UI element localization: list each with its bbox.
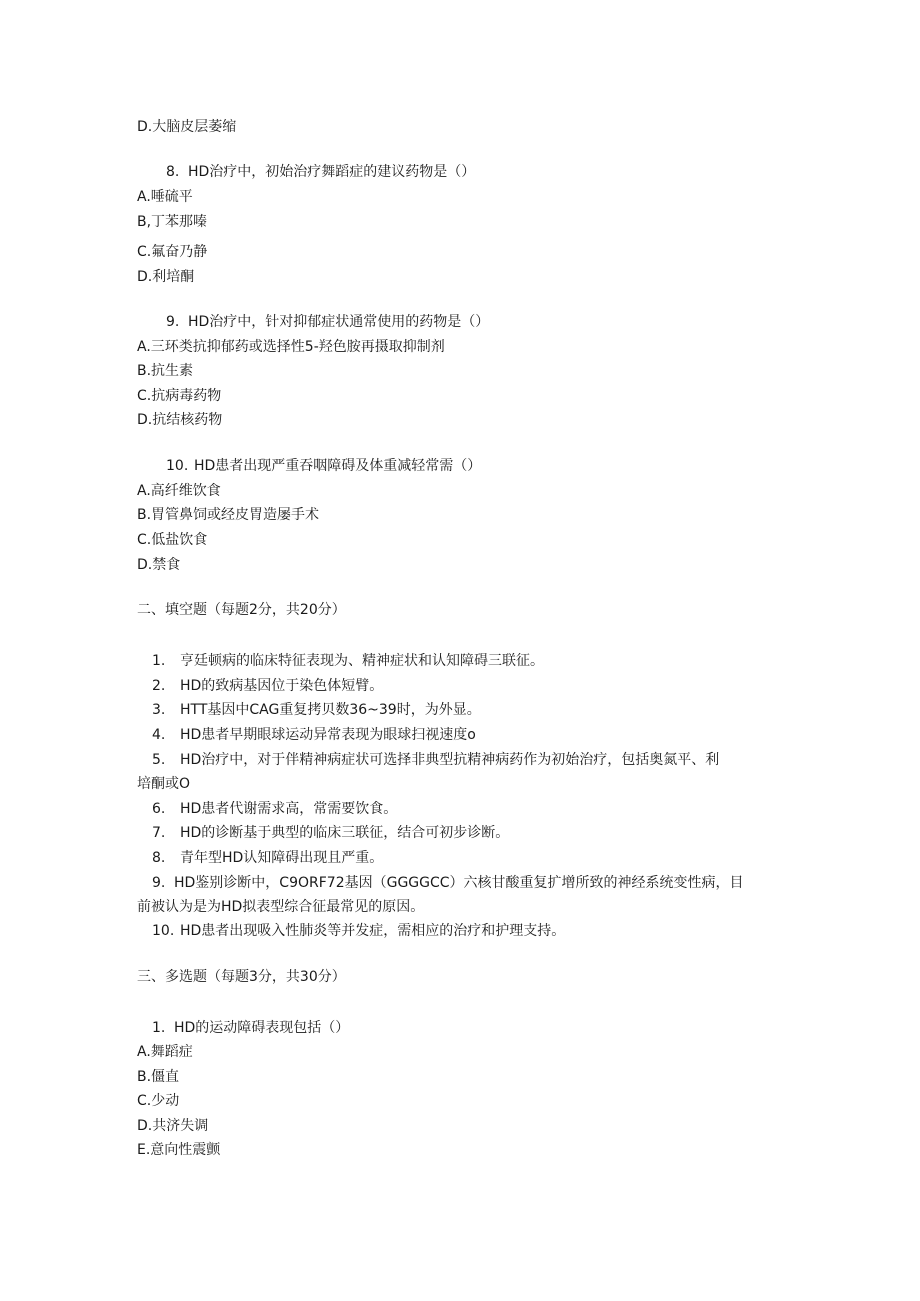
q10-option-c: C.低盐饮食 (137, 532, 208, 548)
mq1-option-a: A.舞蹈症 (137, 1044, 193, 1060)
fill-blank-item-8: 8. 青年型HD认知障碍出现且严重。 (152, 850, 384, 866)
question-number: 10. (166, 458, 189, 474)
fill-blank-item-9: 9. HD鉴别诊断中，C9ORF72基因（GGGGCC）六核甘酸重复扩增所致的神经系统变性病，目 (152, 875, 744, 891)
q9-option-a: A.三环类抗抑郁药或选择性5-羟色胺再摄取抑制剂 (137, 339, 445, 355)
mq1-option-c: C.少动 (137, 1093, 180, 1109)
fill-blank-item-5-continuation: 培酮或O (137, 776, 191, 792)
mq1-option-b: B.僵直 (137, 1069, 180, 1085)
q8-option-c: C.氟奋乃静 (137, 244, 208, 260)
q9-option-b: B.抗生素 (137, 363, 194, 379)
option-d: D.大脑皮层萎缩 (137, 119, 237, 135)
fill-blank-item-9-continuation: 前被认为是为HD拟表型综合征最常见的原因。 (137, 899, 425, 915)
q9-option-c: C.抗病毒药物 (137, 388, 222, 404)
mq1-option-d: D.共济失调 (137, 1118, 209, 1134)
question-number: 1. (152, 1020, 166, 1036)
q10-option-a: A.高纤维饮食 (137, 483, 221, 499)
q8-option-a: A.唾硫平 (137, 189, 193, 205)
section-title-multi-choice: 三、多选题（每题3分，共30分） (137, 969, 346, 985)
fill-blank-item-6: 6. HD患者代谢需求高，常需要饮食。 (152, 801, 398, 817)
fill-blank-item-10: 10. HD患者出现吸入性肺炎等并发症，需相应的治疗和护理支持。 (152, 923, 566, 939)
question-text: HD治疗中，初始治疗舞蹈症的建议药物是（） (188, 164, 476, 180)
q8-option-b: B,丁苯那嗪 (137, 214, 208, 230)
question-10 (166, 457, 481, 475)
question-9 (166, 313, 489, 331)
fill-blank-item-3: 3. HTT基因中CAG重复拷贝数36~39时，为外显。 (152, 702, 481, 718)
question-number: 8. (166, 164, 180, 180)
section-title-fill-blank: 二、填空题（每题2分，共20分） (137, 602, 346, 618)
fill-blank-item-5: 5. HD治疗中，对于伴精神病症状可选择非典型抗精神病药作为初始治疗，包括奥氮平、利 (152, 752, 720, 768)
q8-option-d: D.利培酮 (137, 269, 195, 285)
question-text: HD患者出现严重吞咽障碍及体重减轻常需（） (194, 458, 482, 474)
mq1-option-e: E.意向性震颤 (137, 1142, 221, 1158)
fill-blank-item-7: 7. HD的诊断基于典型的临床三联征，结合可初步诊断。 (152, 825, 510, 841)
question-8 (166, 163, 475, 181)
question-text: HD的运动障碍表现包括（） (174, 1020, 350, 1036)
question-number: 9. (166, 314, 180, 330)
fill-blank-item-4: 4. HD患者早期眼球运动异常表现为眼球扫视速度o (152, 727, 476, 743)
question-text: HD治疗中，针对抑郁症状通常使用的药物是（） (188, 314, 490, 330)
q10-option-d: D.禁食 (137, 557, 181, 573)
fill-blank-item-2: 2. HD的致病基因位于染色体短臂。 (152, 678, 384, 694)
q10-option-b: B.胃管鼻饲或经皮胃造屡手术 (137, 507, 320, 523)
fill-blank-item-1: 1. 亨廷顿病的临床特征表现为、精神症状和认知障碍三联征。 (152, 653, 544, 669)
multi-question-1 (152, 1019, 349, 1037)
q9-option-d: D.抗结核药物 (137, 412, 223, 428)
